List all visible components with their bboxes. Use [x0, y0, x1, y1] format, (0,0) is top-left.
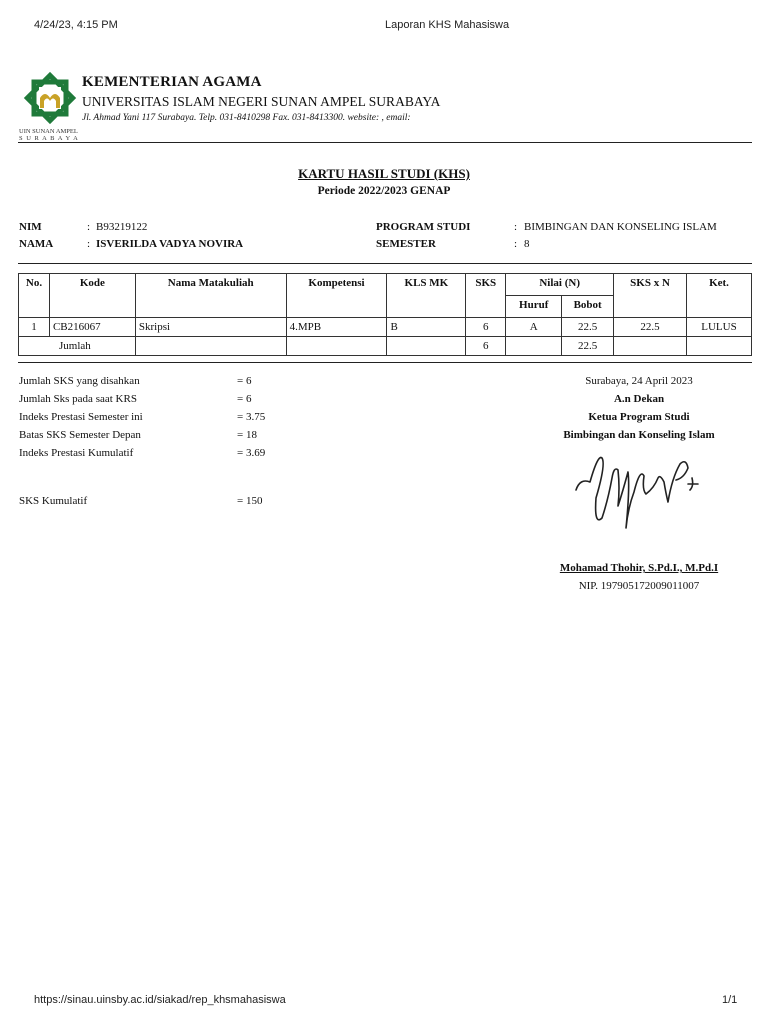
- total-label: Jumlah: [19, 337, 136, 356]
- total-sks: 6: [466, 337, 506, 356]
- total-empty-3: [387, 337, 466, 356]
- cell-sksxn: 22.5: [614, 318, 687, 337]
- header-sksxn: SKS x N: [614, 274, 687, 318]
- header-sks: SKS: [466, 274, 506, 318]
- logo-caption: UIN SUNAN AMPEL S U R A B A Y A: [19, 128, 79, 142]
- summary-value-ipk: = 3.69: [237, 447, 266, 459]
- cell-sks: 6: [466, 318, 506, 337]
- summary-label-ipk: Indeks Prestasi Kumulatif: [19, 447, 134, 459]
- summary-label-ips: Indeks Prestasi Semester ini: [19, 411, 143, 423]
- table-total-row: [19, 337, 752, 356]
- prodi-colon: :: [514, 221, 518, 233]
- ministry-name: KEMENTERIAN AGAMA: [82, 74, 262, 90]
- prodi-value: BIMBINGAN DAN KONSELING ISLAM: [524, 221, 717, 233]
- header-nama: Nama Matakuliah: [135, 274, 286, 318]
- total-empty-2: [286, 337, 387, 356]
- semester-value: 8: [524, 238, 530, 250]
- cell-no: 1: [19, 318, 50, 337]
- summary-label-sks-kumulatif: SKS Kumulatif: [19, 495, 88, 507]
- print-datetime: 4/24/23, 4:15 PM: [34, 19, 118, 31]
- total-bobot: 22.5: [562, 337, 614, 356]
- semester-label: SEMESTER: [376, 238, 436, 250]
- nim-value: B93219122: [96, 221, 148, 233]
- table-divider: [18, 362, 752, 363]
- signer-nip: NIP. 197905172009011007: [578, 580, 700, 592]
- signer-name: Mohamad Thohir, S.Pd.I., M.Pd.I: [559, 562, 719, 574]
- header-kompetensi: Kompetensi: [286, 274, 387, 318]
- signature-place-date: Surabaya, 24 April 2023: [585, 375, 693, 387]
- summary-label-sks-krs: Jumlah Sks pada saat KRS: [19, 393, 137, 405]
- cell-huruf: A: [506, 318, 562, 337]
- header-huruf: Huruf: [506, 296, 562, 318]
- header-kode: Kode: [49, 274, 135, 318]
- grades-table: [18, 273, 752, 356]
- cell-kls: B: [387, 318, 466, 337]
- summary-label-batas-sks: Batas SKS Semester Depan: [19, 429, 141, 441]
- header-bobot: Bobot: [562, 296, 614, 318]
- university-address: Jl. Ahmad Yani 117 Surabaya. Telp. 031-8410298 Fax. 031-8413300. website: , email:: [82, 113, 411, 123]
- cell-nama: Skripsi: [135, 318, 286, 337]
- cell-kode: CB216067: [49, 318, 135, 337]
- cell-kompetensi: 4.MPB: [286, 318, 387, 337]
- nim-colon: :: [87, 221, 91, 233]
- university-logo-icon: [22, 70, 78, 126]
- semester-colon: :: [514, 238, 518, 250]
- header-nilai: Nilai (N): [506, 274, 614, 296]
- cell-ket: LULUS: [686, 318, 751, 337]
- info-divider: [18, 263, 752, 264]
- total-empty-4: [506, 337, 562, 356]
- document-title: KARTU HASIL STUDI (KHS): [298, 166, 470, 181]
- print-page-number: 1/1: [722, 994, 738, 1006]
- summary-value-ips: = 3.75: [237, 411, 266, 423]
- name-label: NAMA: [19, 238, 54, 250]
- signature-position: Ketua Program Studi: [588, 411, 690, 423]
- cell-bobot: 22.5: [562, 318, 614, 337]
- summary-value-sks-krs: = 6: [237, 393, 252, 405]
- header-ket: Ket.: [686, 274, 751, 318]
- print-title: Laporan KHS Mahasiswa: [385, 19, 510, 31]
- summary-value-sks-kumulatif: = 150: [237, 495, 263, 507]
- total-empty-6: [686, 337, 751, 356]
- document-period: Periode 2022/2023 GENAP: [317, 185, 451, 197]
- letterhead-divider: [18, 142, 752, 143]
- total-empty-5: [614, 337, 687, 356]
- signature-on-behalf: A.n Dekan: [613, 393, 665, 405]
- total-empty-1: [135, 337, 286, 356]
- university-name: UNIVERSITAS ISLAM NEGERI SUNAN AMPEL SURABAYA: [82, 94, 441, 109]
- summary-value-sks-disahkan: = 6: [237, 375, 252, 387]
- summary-value-batas-sks: = 18: [237, 429, 257, 441]
- name-colon: :: [87, 238, 91, 250]
- summary-label-sks-disahkan: Jumlah SKS yang disahkan: [19, 375, 140, 387]
- signature-department: Bimbingan dan Konseling Islam: [563, 429, 715, 441]
- header-kls: KLS MK: [387, 274, 466, 318]
- print-url: https://sinau.uinsby.ac.id/siakad/rep_khsmahasiswa: [34, 994, 286, 1006]
- header-no: No.: [19, 274, 50, 318]
- table-header-row: [19, 274, 752, 296]
- table-row: [19, 318, 752, 337]
- handwritten-signature: [568, 448, 708, 538]
- prodi-label: PROGRAM STUDI: [376, 221, 471, 233]
- nim-label: NIM: [19, 221, 42, 233]
- name-value: ISVERILDA VADYA NOVIRA: [96, 238, 244, 250]
